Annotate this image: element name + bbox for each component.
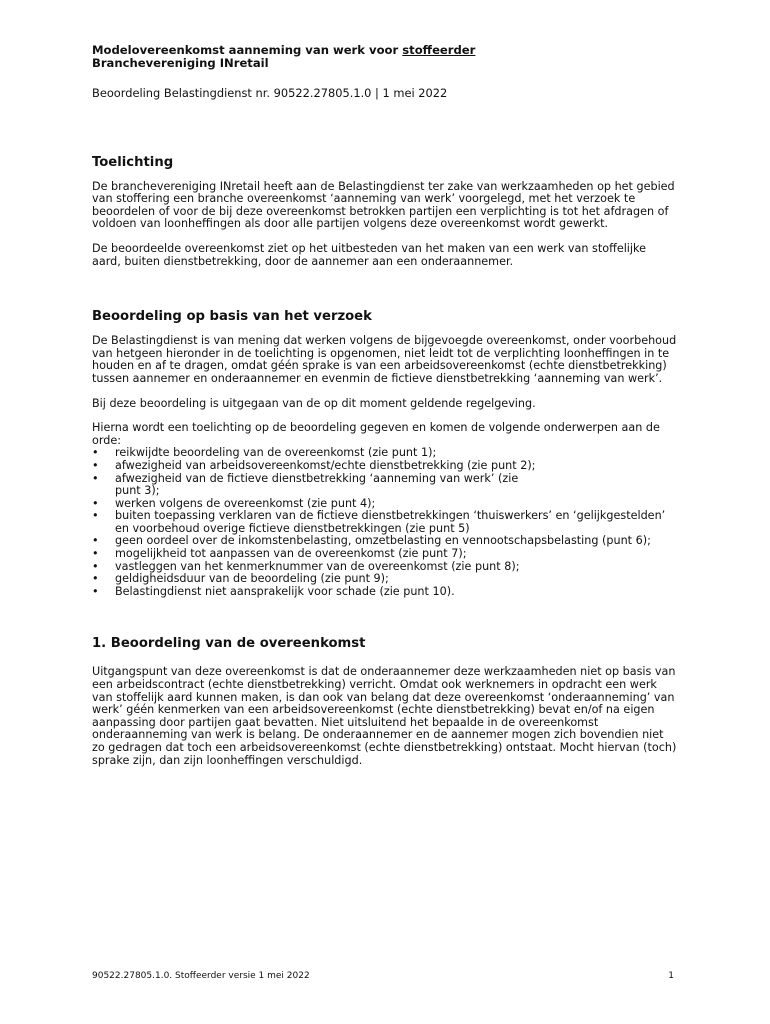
page-footer bbox=[92, 971, 678, 982]
footer-text: 90522.27805.1.0. Stoffeerder versie 1 mei 2022 bbox=[92, 971, 310, 981]
title-underlined-word: stoffeerder bbox=[402, 43, 476, 57]
list-item: • afwezigheid van de fictieve dienstbetrekking ‘aanneming van werk’ (zie punt 3); bbox=[92, 471, 519, 498]
bullet-icon: • bbox=[92, 496, 99, 510]
bullet-icon: • bbox=[92, 584, 99, 598]
bullet-icon: • bbox=[92, 547, 99, 561]
bullet-icon: • bbox=[92, 446, 99, 460]
list-item: • reikwijdte beoordeling van de overeenkomst (zie punt 1); bbox=[92, 446, 437, 460]
heading-toelichting: Toelichting bbox=[92, 154, 174, 170]
list-item: • werken volgens de overeenkomst (zie punt 4); bbox=[92, 496, 376, 510]
page-number: 1 bbox=[668, 971, 674, 981]
bullet-icon: • bbox=[92, 534, 99, 548]
document-page bbox=[92, 44, 678, 767]
list-item: • buiten toepassing verklaren van de fictieve dienstbetrekkingen ‘thuiswerkers’ en ‘gelijkgestelden’ en voorbehoud overige fictieve dienstbetrekkingen (zie punt 5) bbox=[92, 509, 666, 535]
topics-list bbox=[92, 447, 678, 598]
beoordeling-paragraph-2: Bij deze beoordeling is uitgegaan van de op dit moment geldende regelgeving. bbox=[92, 396, 536, 410]
bullet-icon: • bbox=[92, 559, 99, 573]
heading-beoordeling: Beoordeling op basis van het verzoek bbox=[92, 309, 372, 325]
bullet-icon: • bbox=[92, 458, 99, 472]
section-1-paragraph: Uitgangspunt van deze overeenkomst is dat de onderaannemer deze werkzaamheden niet op basis van een arbeidscontract (echte dienstbetrekking) verricht. Omdat ook werknemers in opdracht een werk van stoffelijk aard kunnen maken, is dan ook van belang dat deze overeenkomst ‘onderaanneming’ van werk’ géén kenmerken van een arbeidsovereenkomst (echte dienstbetrekking) bevat en/of na eigen aanpassing door partijen gaat bevatten. Niet uitsluitend het bepaalde in de overeenkomst onderaanneming van werk is belang. De onderaannemer en de aannemer mogen zich bovendien niet zo gedragen dat toch een arbeidsovereenkomst (echte dienstbetrekking) ontstaat. Mocht hiervan (toch) sprake zijn, dan zijn loonheffingen verschuldigd. bbox=[92, 665, 677, 767]
list-item: • Belastingdienst niet aansprakelijk voor schade (zie punt 10). bbox=[92, 584, 455, 598]
title-prefix: Modelovereenkomst aanneming van werk voor bbox=[92, 43, 403, 57]
bullet-icon: • bbox=[92, 509, 99, 523]
toelichting-paragraph-1: De branchevereniging INretail heeft aan de Belastingdienst ter zake van werkzaamheden op het gebied van stoffering een branche overeenkomst ‘aanneming van werk’ voorgelegd, met het verzoek te beoordelen of voor de bij deze overeenkomst betrokken partijen een verplichting is tot het afdragen of voldoen van loonheffingen als door alle partijen volgens deze overeenkomst wordt gewerkt. bbox=[92, 179, 675, 231]
list-item: • mogelijkheid tot aanpassen van de overeenkomst (zie punt 7); bbox=[92, 547, 467, 561]
list-item: • afwezigheid van arbeidsovereenkomst/echte dienstbetrekking (zie punt 2); bbox=[92, 458, 536, 472]
list-item: • geldigheidsduur van de beoordeling (zie punt 9); bbox=[92, 572, 389, 586]
bullet-icon: • bbox=[92, 572, 99, 586]
beoordeling-paragraph-1: De Belastingdienst is van mening dat werken volgens de bijgevoegde overeenkomst, onder voorbehoud van hetgeen hieronder in de toelichting is opgenomen, niet leidt tot de verplichting loonheffingen in te houden en af te dragen, omdat géén sprake is van een arbeidsovereenkomst (echte dienstbetrekking) tussen aannemer en onderaannemer en evenmin de fictieve dienstbetrekking ‘aanneming van werk’. bbox=[92, 334, 677, 385]
toelichting-paragraph-2: De beoordeelde overeenkomst ziet op het uitbesteden van het maken van een werk van stoffelijke aard, buiten dienstbetrekking, door de aannemer aan een onderaannemer. bbox=[92, 241, 646, 268]
list-item: • vastleggen van het kenmerknummer van de overeenkomst (zie punt 8); bbox=[92, 559, 520, 573]
reference-line: Beoordeling Belastingdienst nr. 90522.27805.1.0 | 1 mei 2022 bbox=[92, 86, 448, 100]
list-item: • geen oordeel over de inkomstenbelasting, omzetbelasting en vennootschapsbelasting (punt 6); bbox=[92, 534, 651, 548]
document-subtitle: Branchevereniging INretail bbox=[92, 56, 269, 70]
beoordeling-paragraph-3: Hierna wordt een toelichting op de beoordeling gegeven en komen de volgende onderwerpen aan de orde: bbox=[92, 421, 660, 447]
bullet-icon: • bbox=[92, 471, 99, 485]
heading-section-1: 1. Beoordeling van de overeenkomst bbox=[92, 636, 366, 652]
